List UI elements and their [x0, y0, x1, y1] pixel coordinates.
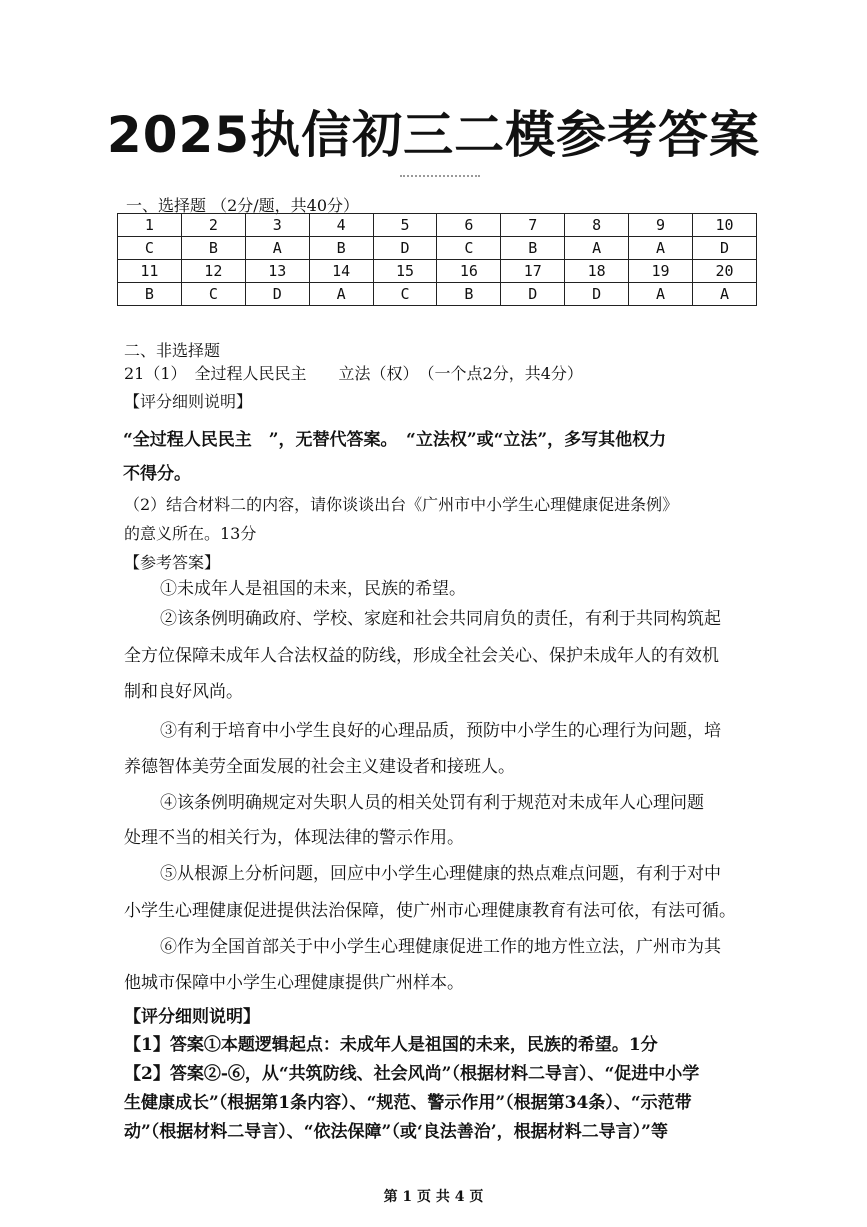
question-number-cell: 6	[437, 214, 501, 237]
scoring-rule-2-line-1: 【2】答案②-⑥，从“共筑防线、社会风尚”（根据材料二导言）、“促进中小学	[124, 1064, 700, 1084]
section2-heading: 二、非选择题	[124, 341, 221, 360]
answer-table-row	[118, 283, 757, 306]
section1-heading: 一、选择题 （2分/题，共40分）	[126, 196, 360, 215]
answer-point-5-line-1: ⑤从根源上分析问题，回应中小学生心理健康的热点难点问题，有利于对中	[160, 864, 721, 884]
scoring-line-2: 不得分。	[123, 464, 191, 484]
answer-cell: D	[565, 283, 629, 306]
answer-cell: B	[437, 283, 501, 306]
answer-cell: D	[245, 283, 309, 306]
answer-cell: B	[181, 237, 245, 260]
question-number-cell: 12	[181, 260, 245, 283]
question-number-cell: 4	[309, 214, 373, 237]
answer-cell: C	[181, 283, 245, 306]
scoring-rule-2-line-2: 生健康成长”（根据第1条内容）、“规范、警示作用”（根据第34条）、“示范带	[124, 1093, 692, 1113]
answer-point-3-line-2: 养德智体美劳全面发展的社会主义建设者和接班人。	[124, 757, 515, 777]
question-number-cell: 16	[437, 260, 501, 283]
question-number-cell: 17	[501, 260, 565, 283]
answer-table-row	[118, 260, 757, 283]
answer-point-1: ①未成年人是祖国的未来，民族的希望。	[160, 579, 466, 599]
question-number-cell: 8	[565, 214, 629, 237]
answer-point-2-line-3: 制和良好风尚。	[124, 682, 243, 702]
scoring2-heading: 【评分细则说明】	[124, 1007, 260, 1027]
reference-answer-heading: 【参考答案】	[124, 553, 221, 572]
answer-point-6-line-2: 他城市保障中小学生心理健康提供广州样本。	[124, 973, 464, 993]
answer-cell: B	[118, 283, 182, 306]
question-number-cell: 9	[629, 214, 693, 237]
question-number-cell: 5	[373, 214, 437, 237]
answer-point-4-line-2: 处理不当的相关行为，体现法律的警示作用。	[124, 828, 464, 848]
answer-cell: A	[693, 283, 757, 306]
scoring-rule-1: 【1】答案①本题逻辑起点：未成年人是祖国的未来，民族的希望。1分	[124, 1035, 658, 1055]
answer-cell: B	[309, 237, 373, 260]
title-underline-mark	[400, 175, 480, 179]
answer-cell: C	[373, 283, 437, 306]
answer-table	[117, 213, 757, 306]
question-number-cell: 15	[373, 260, 437, 283]
scoring-rule-2-line-3: 动”（根据材料二导言）、“依法保障”（或‘良法善治’，根据材料二导言）”等	[124, 1122, 668, 1142]
answer-point-2-line-2: 全方位保障未成年人合法权益的防线，形成全社会关心、保护未成年人的有效机	[124, 646, 719, 666]
answer-cell: C	[437, 237, 501, 260]
page-title: 2025执信初三二模参考答案	[106, 106, 761, 164]
question-number-cell: 20	[693, 260, 757, 283]
answer-table-row	[118, 237, 757, 260]
answer-cell: B	[501, 237, 565, 260]
answer-point-3-line-1: ③有利于培育中小学生良好的心理品质，预防中小学生的心理行为问题，培	[160, 721, 721, 741]
question-number-cell: 14	[309, 260, 373, 283]
page-footer: 第 1 页 共 4 页	[383, 1189, 484, 1205]
question-number-cell: 10	[693, 214, 757, 237]
question-number-cell: 1	[118, 214, 182, 237]
answer-cell: D	[373, 237, 437, 260]
answer-cell: A	[629, 237, 693, 260]
answer-cell: A	[565, 237, 629, 260]
question-number-cell: 18	[565, 260, 629, 283]
answer-cell: C	[118, 237, 182, 260]
question-number-cell: 2	[181, 214, 245, 237]
answer-cell: D	[693, 237, 757, 260]
answer-cell: D	[501, 283, 565, 306]
scoring-heading: 【评分细则说明】	[124, 392, 253, 411]
answer-point-6-line-1: ⑥作为全国首部关于中小学生心理健康促进工作的地方性立法，广州市为其	[160, 937, 721, 957]
question-number-cell: 7	[501, 214, 565, 237]
q21-1-answer: 21（1） 全过程人民民主 立法（权） （一个点2分，共4分）	[124, 364, 583, 383]
answer-point-2-line-1: ②该条例明确政府、学校、家庭和社会共同肩负的责任，有利于共同构筑起	[160, 609, 721, 629]
answer-cell: A	[629, 283, 693, 306]
scoring-line-1: “全过程人民民主 ”，无替代答案。 “立法权”或“立法”，多写其他权力	[123, 430, 667, 450]
question-number-cell: 11	[118, 260, 182, 283]
answer-table-row	[118, 214, 757, 237]
answer-point-5-line-2: 小学生心理健康促进提供法治保障，使广州市心理健康教育有法可依，有法可循。	[124, 901, 736, 921]
question-number-cell: 19	[629, 260, 693, 283]
answer-cell: A	[309, 283, 373, 306]
question-number-cell: 13	[245, 260, 309, 283]
answer-cell: A	[245, 237, 309, 260]
question-number-cell: 3	[245, 214, 309, 237]
q21-2-line-1: （2）结合材料二的内容，请你谈谈出台《广州市中小学生心理健康促进条例》	[124, 495, 679, 514]
q21-2-line-2: 的意义所在。13分	[124, 524, 257, 543]
answer-point-4-line-1: ④该条例明确规定对失职人员的相关处罚有利于规范对未成年人心理问题	[160, 793, 704, 813]
